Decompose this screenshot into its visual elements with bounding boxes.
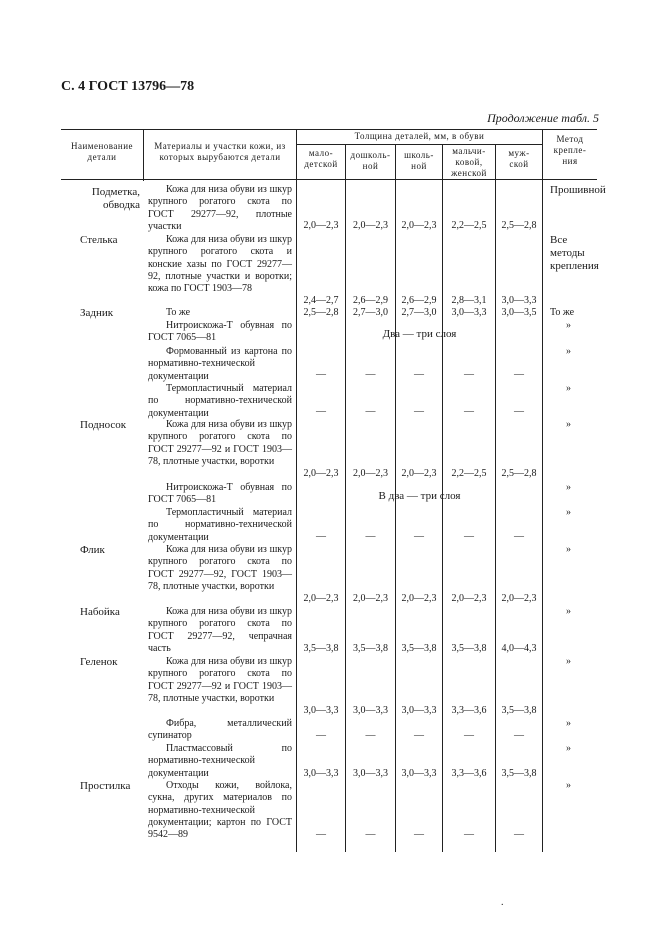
material-8: Нитроискожа-Т обувная по ГОСТ 7065—81 (148, 482, 292, 506)
name-zadnik: Задник (80, 307, 114, 319)
method-ditto: » (566, 780, 571, 791)
header-method: Метод крепле- ния (553, 134, 587, 166)
thickness-cell: 2,0—2,3 (353, 593, 388, 604)
thickness-cell: — (316, 369, 326, 380)
page-title: С. 4 ГОСТ 13796—78 (61, 79, 195, 94)
thickness-cell: 2,0—2,3 (303, 593, 339, 604)
thickness-cell: 3,5—3,8 (451, 643, 487, 654)
method-ditto: » (566, 383, 571, 394)
method-vse: Все методы крепления (550, 234, 599, 272)
thickness-cell: 2,5—2,8 (501, 468, 537, 479)
thickness-cell: 2,0—2,3 (303, 220, 339, 231)
material-15: Отходы кожи, войлока, сукна, других материалов по нормативно-технической документации; картон по ГОСТ 9542—89 (148, 780, 292, 841)
material-9: Термопластичный материал по нормативно-технической документации (148, 507, 292, 543)
thickness-cell: — (514, 531, 524, 542)
thickness-cell: 2,0—2,3 (401, 468, 437, 479)
header-bottom-rule (61, 179, 597, 180)
thickness-cell: 2,5—2,8 (501, 220, 537, 231)
thickness-cell: — (316, 406, 326, 417)
thickness-cell: 3,0—3,3 (303, 768, 339, 779)
name-podmetka: Подметка, обводка (91, 186, 140, 211)
span-two-three-layers: Два — три слоя (382, 328, 457, 340)
header-name: Наименование детали (70, 141, 134, 162)
thickness-cell: — (514, 406, 524, 417)
footer-mark: . (501, 897, 504, 908)
material-4: Нитроискожа-Т обувная по ГОСТ 7065—81 (148, 320, 292, 344)
thickness-cell: — (365, 730, 376, 741)
thickness-cell: 2,0—2,3 (353, 468, 388, 479)
thickness-cell: — (514, 369, 524, 380)
name-podnosok: Подносок (80, 419, 127, 431)
header-malo: мало- детской (304, 148, 338, 169)
thickness-cell: 3,0—3,3 (501, 295, 537, 306)
span-in-two-three-layers: В два — три слоя (378, 490, 461, 502)
thickness-cell: 2,8—3,1 (451, 295, 487, 306)
material-1: Кожа для низа обуви из шкур крупного рогатого скота по ГОСТ 29277—92, плотные участки (148, 184, 292, 232)
name-flik: Флик (80, 544, 105, 556)
thickness-cell: 2,0—2,3 (501, 593, 537, 604)
thickness-cell: 3,5—3,8 (303, 643, 339, 654)
thickness-cell: 2,0—2,3 (353, 220, 388, 231)
method-proshivnoy: Прошивной (550, 184, 606, 196)
method-ditto: » (566, 743, 571, 754)
thickness-cell: 3,5—3,8 (401, 643, 437, 654)
thickness-cell: — (514, 829, 524, 840)
header-doshk: дошколь- ной (350, 150, 391, 171)
thickness-cell: — (414, 730, 424, 741)
material-13: Фибра, металлический супинатор (148, 718, 292, 742)
material-3: То же (166, 307, 191, 318)
material-5: Формованный из картона по нормативно-технической документации (148, 346, 292, 382)
method-to-zhe: То же (550, 307, 575, 318)
thickness-cell: 2,2—2,5 (451, 468, 487, 479)
thickness-cell: 3,5—3,8 (501, 768, 537, 779)
thickness-cell: 3,0—3,3 (401, 705, 437, 716)
thickness-cell: 2,0—2,3 (401, 593, 437, 604)
material-12: Кожа для низа обуви из шкур крупного рогатого скота по ГОСТ 29277—92 и ГОСТ 1903—78, плотные участки, воротки (148, 656, 292, 704)
thickness-cell: 2,4—2,7 (303, 295, 339, 306)
thickness-cell: 3,0—3,3 (353, 768, 388, 779)
thickness-cell: 4,0—4,3 (501, 643, 537, 654)
thickness-cell: — (514, 730, 524, 741)
col-divider-muzh (542, 129, 543, 852)
table-top-rule (61, 129, 597, 130)
thickness-cell: — (464, 369, 474, 380)
material-11: Кожа для низа обуви из шкур крупного рогатого скота по ГОСТ 29277—92, чепрачная часть (148, 606, 292, 654)
thickness-cell: 2,0—2,3 (451, 593, 487, 604)
header-malch: мальчи- ковой, женской (451, 146, 487, 178)
thickness-cell: 3,0—3,3 (401, 768, 437, 779)
thickness-cell: — (414, 369, 424, 380)
method-ditto: » (566, 544, 571, 555)
thickness-cell: — (414, 531, 424, 542)
method-ditto: » (566, 419, 571, 430)
thickness-cell: 3,0—3,3 (451, 307, 487, 318)
method-ditto: » (566, 482, 571, 493)
thickness-cell: — (316, 829, 326, 840)
thickness-cell: 3,0—3,3 (303, 705, 339, 716)
thickness-cell: — (316, 531, 326, 542)
thickness-cell: — (365, 829, 376, 840)
header-sub-rule (297, 144, 542, 145)
method-ditto: » (566, 507, 571, 518)
thickness-cell: 2,7—3,0 (401, 307, 437, 318)
thickness-cell: — (414, 829, 424, 840)
thickness-cell: 2,0—2,3 (303, 468, 339, 479)
thickness-cell: 2,5—2,8 (303, 307, 339, 318)
method-ditto: » (566, 320, 571, 331)
name-gelenok: Геленок (80, 656, 118, 668)
thickness-cell: 2,0—2,3 (401, 220, 437, 231)
thickness-cell: 3,3—3,6 (451, 768, 487, 779)
method-ditto: » (566, 606, 571, 617)
thickness-cell: — (414, 406, 424, 417)
thickness-cell: 3,3—3,6 (451, 705, 487, 716)
material-6: Термопластичный материал по нормативно-технической документации (148, 383, 292, 419)
name-prostilka: Простилка (80, 780, 131, 792)
thickness-cell: — (464, 531, 474, 542)
col-divider-name (143, 129, 144, 181)
thickness-cell: — (464, 829, 474, 840)
thickness-cell: 2,7—3,0 (353, 307, 388, 318)
thickness-cell: 3,5—3,8 (353, 643, 388, 654)
thickness-cell: 2,6—2,9 (353, 295, 388, 306)
thickness-cell: 3,0—3,3 (353, 705, 388, 716)
table-continuation-label: Продолжение табл. 5 (487, 111, 599, 125)
header-material: Материалы и участки кожи, из которых вырубаются детали (154, 141, 286, 162)
material-2: Кожа для низа обуви из шкур крупного рогатого скота и конские хазы по ГОСТ 29277—92, плотные участки и воротки; кожа по ГОСТ 1903—78 (148, 234, 292, 295)
thickness-cell: — (464, 730, 474, 741)
name-naboyka: Набойка (80, 606, 120, 618)
header-muzh: муж- ской (508, 148, 530, 169)
thickness-cell: 2,6—2,9 (401, 295, 437, 306)
thickness-cell: — (365, 406, 376, 417)
header-thickness-group: Толщина деталей, мм, в обуви (354, 131, 485, 141)
thickness-cell: 3,5—3,8 (501, 705, 537, 716)
method-ditto: » (566, 718, 571, 729)
name-stelka: Стелька (80, 234, 118, 246)
thickness-cell: 2,2—2,5 (451, 220, 487, 231)
thickness-cell: — (316, 730, 326, 741)
thickness-cell: — (365, 369, 376, 380)
material-7: Кожа для низа обуви из шкур крупного рогатого скота по ГОСТ 29277—92 и ГОСТ 1903—78, плотные участки, воротки (148, 419, 292, 467)
thickness-cell: 3,0—3,5 (501, 307, 537, 318)
thickness-cell: — (464, 406, 474, 417)
method-ditto: » (566, 346, 571, 357)
thickness-cell: — (365, 531, 376, 542)
material-10: Кожа для низа обуви из шкур крупного рогатого скота по ГОСТ 29277—92, ГОСТ 1903—78, плотные участки, воротки (148, 544, 292, 592)
method-ditto: » (566, 656, 571, 667)
material-14: Пластмассовый по нормативно-технической документации (148, 743, 292, 779)
header-shkol: школь- ной (404, 150, 434, 171)
